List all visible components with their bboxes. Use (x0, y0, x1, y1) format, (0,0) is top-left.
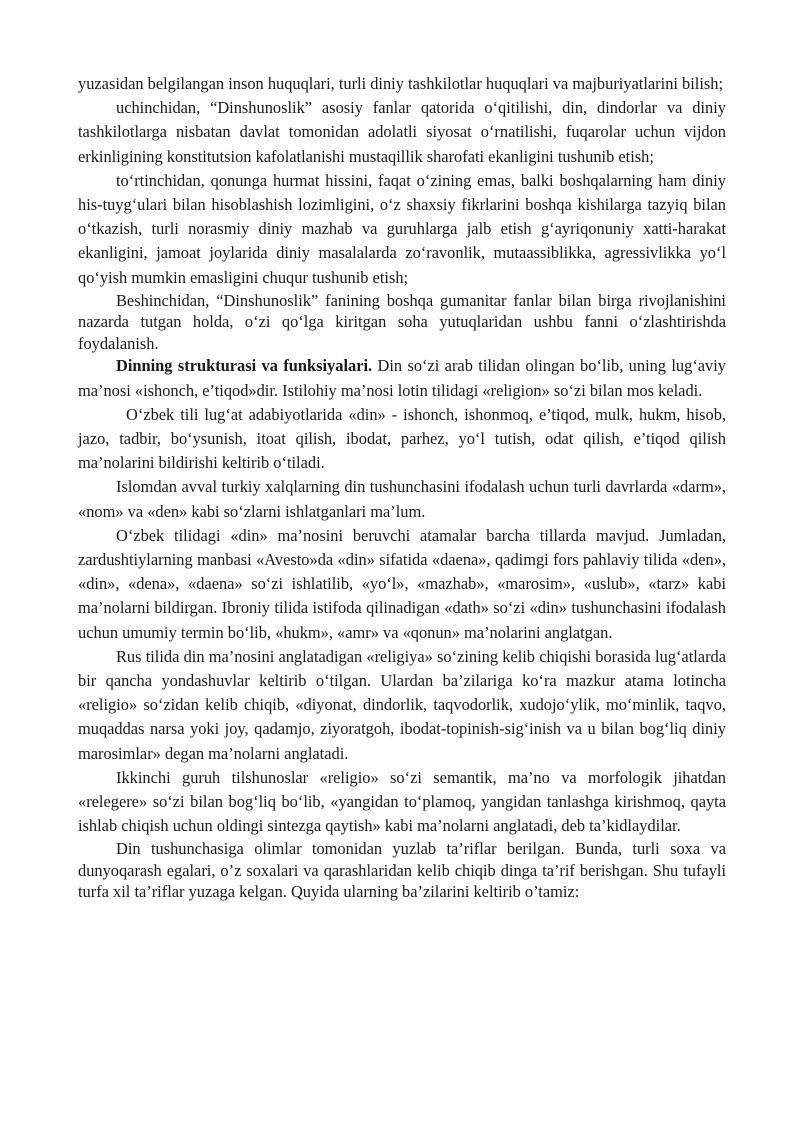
paragraph-russian-religiya: Rus tilida din ma’nosini anglatadigan «religiya» so‘zining kelib chiqishi borasida lug‘atlarda bir qancha yondashuvlar keltirib o‘tilgan. Ulardan ba’zilariga ko‘ra mazkur atama lotincha «religio» so‘zidan kelib chiqib, «diyonat, dindorlik, taqvodorlik, xudojo‘ylik, mo‘minlik, taqvo, muqaddas narsa yoki joy, qadamjo, ziyoratgoh, ibodat-topinish-sig‘inish va u bilan bog‘liq diniy marosimlar» degan ma’nolarni anglatadi. (78, 646, 726, 763)
paragraph-definitions: Din tushunchasiga olimlar tomonidan yuzlab ta’riflar berilgan. Bunda, turli soxa va dunyoqarash egalari, o’z soxalari va qarashlaridan kelib chiqib dinga ta’rif berishgan. Shu tufayli turfa xil ta’riflar yuzaga kelgan. Quyida ularning ba’zilarini keltirib o’tamiz: (78, 839, 726, 902)
paragraph-second-group: Ikkinchi guruh tilshunoslar «religio» so‘zi semantik, ma’no va morfologik jihatdan «relegere» so‘zi bilan bog‘liq bo‘lib, «yangidan to‘plamoq, yangidan tanlashga kirishmoq, qayta ishlab chiqish uchun oldingi sintezga qaytish» kabi ma’nolarni anglatadi, deb ta’kidlaydilar. (78, 767, 726, 836)
paragraph-fourth-point: to‘rtinchidan, qonunga hurmat hissini, faqat o‘zining emas, balki boshqalarning ham diniy his-tuyg‘ulari bilan hisoblashish lozimligini, o‘z shaxsiy fikrlarini boshqa kishilarga tazyiq bilan o‘tkazish, turli norasmiy diniy mazhab va guruhlarga jalb etish g‘ayriqonuniy xatti-harakat ekanligini, jamoat joylarida diniy masalalarda zo‘ravonlik, mutaassiblikka, agressivlikka yo‘l qo‘yish mumkin emasligini chuqur tushunib etish; (78, 170, 726, 287)
document-page (78, 72, 726, 903)
section-heading-text: Din so‘zi arab tilidan olingan bo‘lib, uning lug‘aviy ma’nosi «ishonch, e’tiqod»dir. Istilohiy ma’nosi lotin tilidagi «religion» so‘zi bilan mos keladi. (78, 356, 727, 400)
paragraph-uzbek-dictionary: O‘zbek tili lug‘at adabiyotlarida «din» - ishonch, ishonmoq, e’tiqod, mulk, hukm, hisob, jazo, tadbir, bo‘ysunish, itoat qilish, ibodat, parhez, yo‘l tutish, odat qilish, e’tiqod qilish ma’nolarini bildirishi keltirib o‘tiladi. (78, 404, 726, 473)
paragraph-other-languages: O‘zbek tilidagi «din» ma’nosini beruvchi atamalar barcha tillarda mavjud. Jumladan, zardushtiylarning manbasi «Avesto»da «din» sifatida «daena», qadimgi fors pahlaviy tilida «den», «din», «dena», «daena» so‘zi ishlatilib, «yo‘l», «mazhab», «marosim», «uslub», «tarz» kabi ma’nolarni bildirgan. Ibroniy tilida istifoda qilinadigan «dath» so‘zi «din» tushunchasini ifodalash uchun umumiy termin bo‘lib, «hukm», «amr» va «qonun» ma’nolarini anglatgan. (78, 525, 726, 642)
section-heading: Dinning strukturasi va funksiyalari. (116, 356, 373, 376)
paragraph-third-point: uchinchidan, “Dinshunoslik” asosiy fanlar qatorida o‘qitilishi, din, dindorlar va diniy tashkilotlarga nisbatan davlat tomonidan adolatli siyosat o‘rnatilishi, fuqarolar uchun vijdon erkinligining konstitutsion kafolatlanishi mustaqillik sharofati ekanligini tushunib etish; (78, 98, 726, 166)
paragraph-continuation: yuzasidan belgilangan inson huquqlari, turli diniy tashkilotlar huquqlari va majburiyatlarini bilish; (78, 74, 724, 93)
paragraph-structure-functions (78, 354, 726, 402)
paragraph-fifth-point: Beshinchidan, “Dinshunoslik” fanining boshqa gumanitar fanlar bilan birga rivojlanishini nazarda tutgan holda, o‘zi qo‘lga kiritgan soha yutuqlaridan ushbu fanni o‘zlashtirishda foydalanish. (78, 290, 726, 353)
paragraph-turkic-terms: Islomdan avval turkiy xalqlarning din tushunchasini ifodalash uchun turli davrlarda «darm», «nom» va «den» kabi so‘zlarni ishlatganlari ma’lum. (78, 477, 726, 521)
